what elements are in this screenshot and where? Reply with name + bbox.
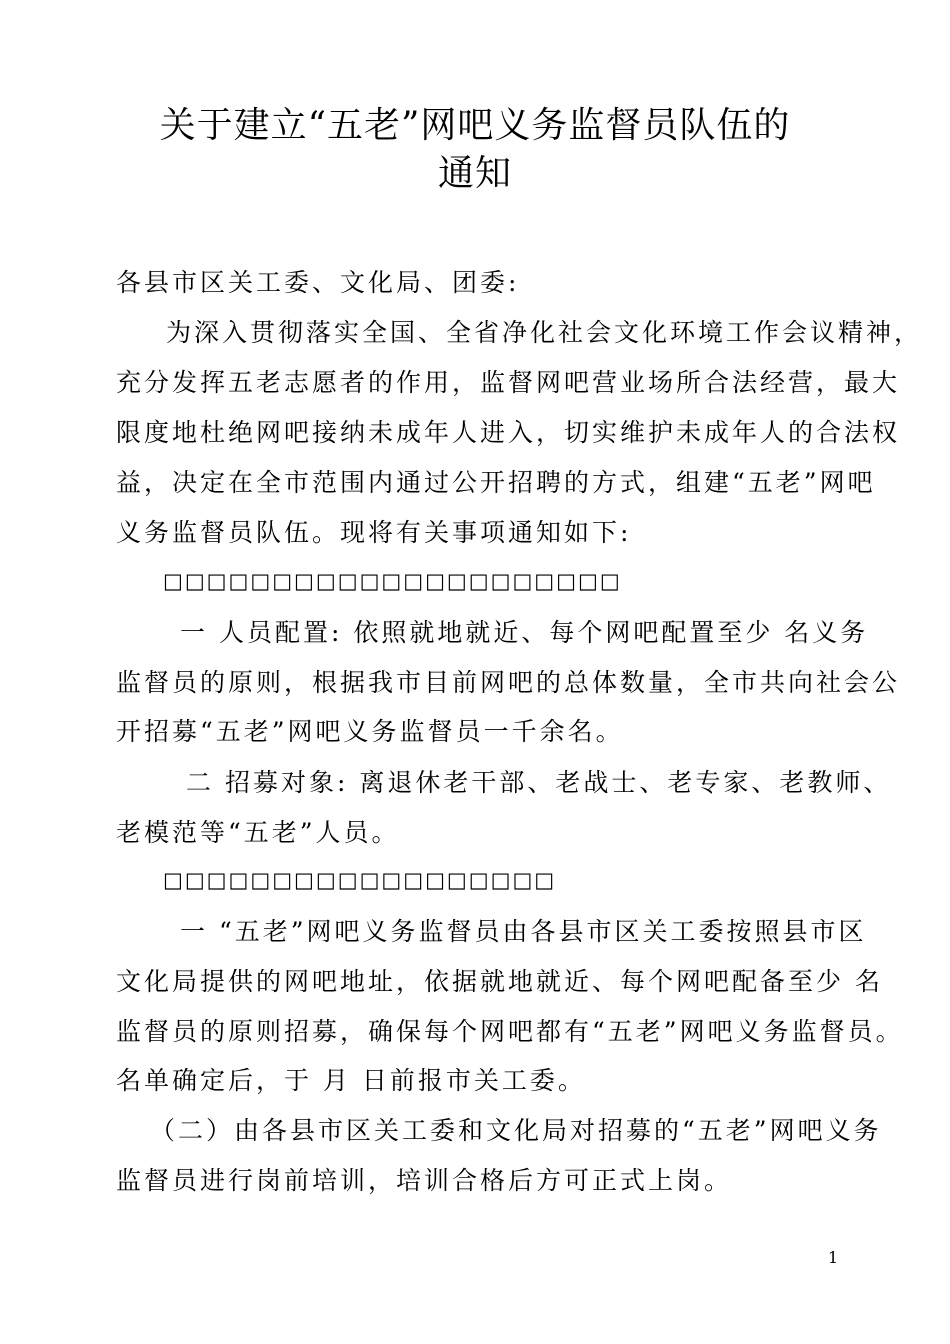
paragraph-line: 监督员的原则招募，确保每个网吧都有“五老”网吧义务监督员。 bbox=[116, 1017, 904, 1046]
paragraph-line: 监督员进行岗前培训，培训合格后方可正式上岗。 bbox=[116, 1166, 733, 1195]
garbled-heading: □□□□□□□□□□□□□□□□□□ bbox=[163, 868, 557, 892]
paragraph-line: 限度地杜绝网吧接纳未成年人进入，切实维护未成年人的合法权 bbox=[116, 418, 901, 447]
paragraph-line: 监督员的原则，根据我市目前网吧的总体数量，全市共向社会公 bbox=[116, 668, 901, 697]
paragraph-line: 为深入贯彻落实全国、全省净化社会文化环境工作会议精神， bbox=[166, 318, 923, 347]
paragraph-line: 二 招募对象: 离退休老干部、老战士、老专家、老教师、 bbox=[186, 768, 892, 797]
paragraph-line: 文化局提供的网吧地址，依据就地就近、每个网吧配备至少 名 bbox=[116, 967, 883, 996]
paragraph-line: 益，决定在全市范围内通过公开招聘的方式，组建“五老”网吧 bbox=[116, 468, 876, 497]
paragraph-line: 一 “五老”网吧义务监督员由各县市区关工委按照县市区 bbox=[180, 917, 867, 946]
page-number: 1 bbox=[828, 1248, 839, 1267]
garbled-heading: □□□□□□□□□□□□□□□□□□□□□ bbox=[163, 569, 622, 593]
paragraph-line: 一 人员配置: 依照就地就近、每个网吧配置至少 名义务 bbox=[180, 618, 869, 647]
paragraph-line: 老模范等“五老”人员。 bbox=[116, 818, 400, 847]
document-title-line-2: 通知 bbox=[437, 153, 512, 194]
document-title-line-1: 关于建立“五老”网吧义务监督员队伍的 bbox=[159, 105, 791, 146]
paragraph-line: 开招募“五老”网吧义务监督员一千余名。 bbox=[116, 717, 624, 746]
paragraph-line: 名单确定后，于 月 日前报市关工委。 bbox=[116, 1066, 586, 1095]
salutation: 各县市区关工委、文化局、团委: bbox=[116, 268, 520, 297]
paragraph-line: 义务监督员队伍。现将有关事项通知如下: bbox=[116, 518, 632, 547]
paragraph-line: （二）由各县市区关工委和文化局对招募的“五老”网吧义务 bbox=[150, 1116, 882, 1145]
paragraph-line: 充分发挥五老志愿者的作用，监督网吧营业场所合法经营，最大 bbox=[116, 368, 901, 397]
